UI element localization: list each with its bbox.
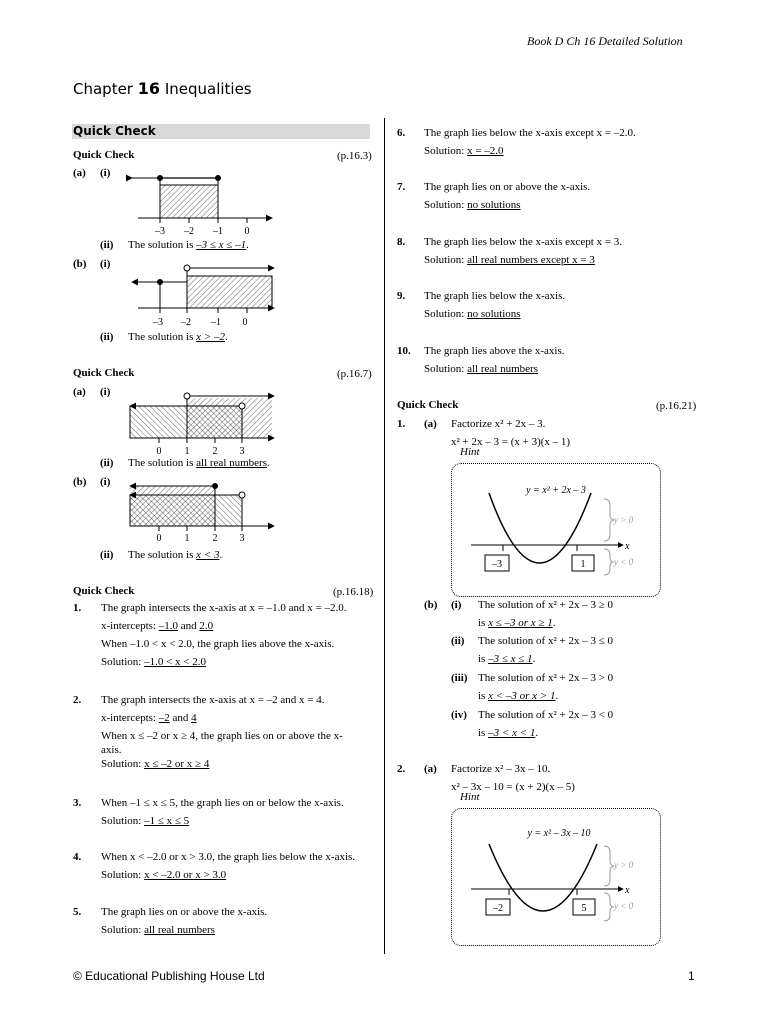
text-line: Solution: x < –2.0 or x > 3.0 [101,869,227,881]
part-answer: is x < –3 or x > 1. [478,690,559,702]
y-positive: y > 0 [614,515,634,525]
part-label: (i) [451,599,462,611]
text-line: The graph intersects the x-axis at x = –1.0 and x = –2.0. [101,602,347,614]
item-number: 8. [397,236,406,248]
tick-label: –3 [153,317,163,328]
qc2-a-ii: (ii) [100,457,114,469]
text-line: The graph lies on or above the x-axis. [424,181,591,193]
part-answer: is x ≤ –3 or x ≥ 1. [478,617,556,629]
chapter-name: Inequalities [164,80,252,98]
text-line: The graph lies below the x-axis except x = 3. [424,236,623,248]
root-left: –3 [492,559,502,570]
qc1-a-label: (a) [73,167,86,179]
text-line: axis. [101,744,122,756]
q1-parabola-graph [451,463,661,597]
part-label: (ii) [451,635,465,647]
qc4-ref: (p.16.21) [656,400,697,412]
running-header: Book D Ch 16 Detailed Solution [527,34,683,48]
graph-equation: y = x² – 3x – 10 [527,828,591,839]
part-text: The solution of x² + 2x – 3 < 0 [478,709,614,721]
tick-label: –2 [184,226,194,237]
qc1-a-ii-text: The solution is –3 ≤ x ≤ –1. [128,239,249,251]
qc2-b-label: (b) [73,476,87,488]
item-number: 10. [397,345,411,357]
answer: –3 ≤ x ≤ –1 [196,239,247,251]
part-answer: is –3 ≤ x ≤ 1. [478,653,536,665]
qc2-title: Quick Check [73,367,135,379]
text-line: Solution: –1 ≤ x ≤ 5 [101,815,190,827]
qc2-b-ii: (ii) [100,549,114,561]
tick-label: –3 [155,226,165,237]
text-line: x-intercepts: –2 and 4 [101,712,197,724]
text-line: Solution: no solutions [424,199,521,211]
q1-factor-text: Factorize x² + 2x – 3. [451,418,546,430]
q2-number: 2. [397,763,406,775]
tick-label: –1 [213,226,223,237]
tick-label: 0 [156,533,162,544]
tick-label: 0 [244,226,250,237]
column-divider [384,118,385,954]
qc1-a-ii: (ii) [100,239,114,251]
graph-equation: y = x² + 2x – 3 [526,485,586,496]
tick-label: –1 [211,317,221,328]
qc2-a-i: (i) [100,386,111,398]
text-line: Solution: all real numbers except x = 3 [424,254,595,266]
item-number: 2. [73,694,82,706]
part-label: (iii) [451,672,468,684]
item-number: 5. [73,906,82,918]
item-number: 7. [397,181,406,193]
tick-label: 0 [156,446,162,457]
root-right: 5 [581,903,587,914]
q1-number: 1. [397,418,406,430]
qc2-a-ii-text: The solution is all real numbers. [128,457,270,469]
item-number: 6. [397,127,406,139]
q1-a-label: (a) [424,418,437,430]
root-right: 1 [580,559,586,570]
q2-factor-text: Factorize x² – 3x – 10. [451,763,551,775]
part-label: (iv) [451,709,467,721]
qc3-ref: (p.16.18) [333,586,374,598]
answer: x < 3 [196,549,220,561]
part-text: The solution of x² + 2x – 3 ≥ 0 [478,599,614,611]
number-line-qc1-b [120,258,280,330]
qc1-b-ii-text: The solution is x > –2. [128,331,228,343]
q2-hint: Hint [460,791,480,803]
y-positive: y > 0 [614,860,634,870]
q1-factor-eq: x² + 2x – 3 = (x + 3)(x – 1) [451,436,571,448]
tick-label: 3 [239,446,245,457]
text-line: Solution: –1.0 < x < 2.0 [101,656,207,668]
answer: all real numbers [196,457,268,469]
qc1-ref: (p.16.3) [337,150,372,162]
chapter-prefix: Chapter [73,80,133,98]
root-left: –2 [493,903,503,914]
qc2-a-label: (a) [73,386,86,398]
part-text: The solution of x² + 2x – 3 ≤ 0 [478,635,614,647]
text-line: The graph lies above the x-axis. [424,345,565,357]
text-line: x-intercepts: –1.0 and 2.0 [101,620,214,632]
text-line: Solution: no solutions [424,308,521,320]
chapter-number: 16 [137,79,161,98]
page-number: 1 [688,969,695,983]
tick-label: 0 [242,317,248,328]
text-line: The graph lies on or above the x-axis. [101,906,268,918]
qc4-title: Quick Check [397,399,459,411]
qc1-b-label: (b) [73,258,87,270]
text-line: When –1.0 < x < 2.0, the graph lies above the x-axis. [101,638,335,650]
text-line: When x < –2.0 or x > 3.0, the graph lies below the x-axis. [101,851,356,863]
text-line: When x ≤ –2 or x ≥ 4, the graph lies on or above the x- [101,730,343,742]
tick-label: 2 [212,446,218,457]
qc1-b-ii: (ii) [100,331,114,343]
qc2-b-i: (i) [100,476,111,488]
section-title: Quick Check [73,124,156,138]
q2-a-label: (a) [424,763,437,775]
qc1-title: Quick Check [73,149,135,161]
number-line-qc2-a [120,388,280,458]
item-number: 1. [73,602,82,614]
part-text: The solution of x² + 2x – 3 > 0 [478,672,614,684]
x-axis-label: x [625,885,630,896]
x-axis-label: x [625,541,630,552]
tick-label: 3 [239,533,245,544]
q2-parabola-graph [451,808,661,946]
chapter-title [73,79,252,98]
text-line: When –1 ≤ x ≤ 5, the graph lies on or below the x-axis. [101,797,344,809]
qc3-title: Quick Check [73,585,135,597]
q2-factor-eq: x² – 3x – 10 = (x + 2)(x – 5) [451,781,575,793]
tick-label: 2 [212,533,218,544]
item-number: 9. [397,290,406,302]
number-line-qc1-a [120,168,280,238]
qc1-a-i: (i) [100,167,111,179]
tick-label: 1 [184,533,190,544]
qc2-ref: (p.16.7) [337,368,372,380]
qc1-b-i: (i) [100,258,111,270]
q1-hint: Hint [460,446,480,458]
text-line: The graph lies below the x-axis except x = –2.0. [424,127,636,139]
text-line: The graph intersects the x-axis at x = –2 and x = 4. [101,694,325,706]
text-line: Solution: all real numbers [101,924,215,936]
tick-label: 1 [184,446,190,457]
item-number: 4. [73,851,82,863]
text-line: Solution: all real numbers [424,363,538,375]
q1-b-label: (b) [424,599,438,611]
number-line-qc2-b [120,476,280,546]
text-line: Solution: x = –2.0 [424,145,504,157]
text-line: The graph lies below the x-axis. [424,290,566,302]
y-negative: y < 0 [614,901,634,911]
text-line: Solution: x ≤ –2 or x ≥ 4 [101,758,210,770]
qc2-b-ii-text: The solution is x < 3. [128,549,223,561]
part-answer: is –3 < x < 1. [478,727,539,739]
item-number: 3. [73,797,82,809]
tick-label: –2 [181,317,191,328]
answer: x > –2 [196,331,225,343]
y-negative: y < 0 [614,557,634,567]
footer-publisher: © Educational Publishing House Ltd [73,969,265,983]
